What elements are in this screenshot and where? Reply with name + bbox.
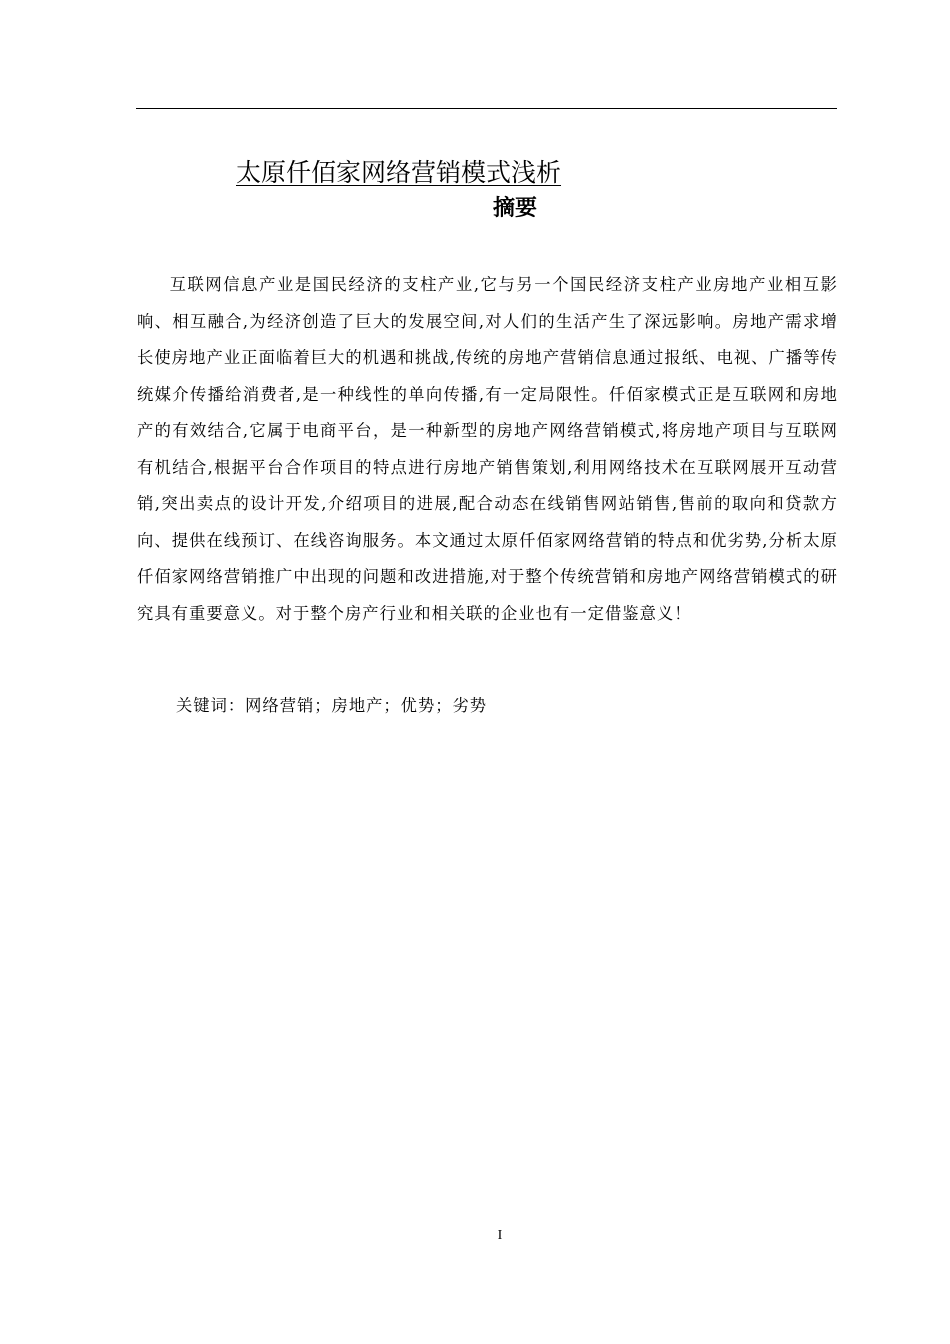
abstract-paragraph: 互联网信息产业是国民经济的支柱产业,它与另一个国民经济支柱产业房地产业相互影响、相互融合,为经济创造了巨大的发展空间,对人们的生活产生了深远影响。房地产需求增长使房地产业正面临着巨大的机遇和挑战,传统的房地产营销信息通过报纸、电视、广播等传统媒介传播给消费者,是一种线性的单向传播,有一定局限性。仟佰家模式正是互联网和房地产的有效结合,它属于电商平台，是一种新型的房地产网络营销模式,将房地产项目与互联网有机结合,根据平台合作项目的特点进行房地产销售策划,利用网络技术在互联网展开互动营销,突出卖点的设计开发,介绍项目的进展,配合动态在线销售网站销售,售前的取向和贷款方向、提供在线预订、在线咨询服务。本文通过太原仟佰家网络营销的特点和优劣势,分析太原仟佰家网络营销推广中出现的问题和改进措施,对于整个传统营销和房地产网络营销模式的研究具有重要意义。对于整个房产行业和相关联的企业也有一定借鉴意义！ <box>137 275 838 623</box>
page-number: I <box>497 1228 503 1243</box>
title-underline-tail <box>561 156 575 190</box>
header-rule <box>136 108 837 109</box>
document-title <box>236 156 575 190</box>
abstract-heading: 摘要 <box>493 196 538 221</box>
document-title-text: 太原仟佰家网络营销模式浅析 <box>236 158 562 187</box>
keywords-line: 关键词：网络营销；房地产；优势；劣势 <box>176 696 488 715</box>
